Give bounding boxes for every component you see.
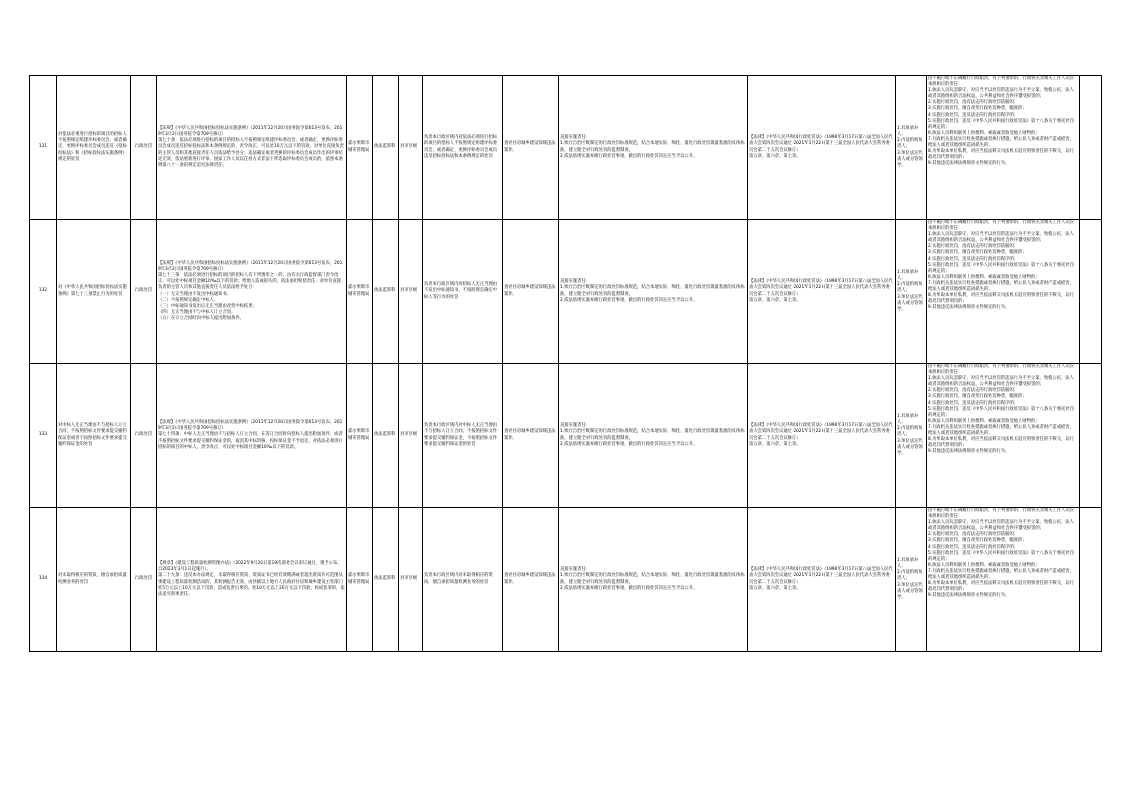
responsible-persons: 1.具体承办人； 2.内设机构负责人； 3.单位法定代表人或分管领导。: [896, 508, 927, 652]
duty-items: 直接实施责任： 1.执行自治区级制定的行政处罚标准规范，结合本地实际，细化、量化行政处罚裁量基准的具体标准，建立健全对行政处罚的监督制度。 2.依法依规实施本级行政处罚事项，做出的行政处罚决定应当予以公开。: [559, 508, 748, 652]
item-type: 行政处罚: [131, 508, 157, 652]
table-row: [30, 508, 1102, 652]
duty-items: 直接实施责任： 1.执行自治区级制定的行政处罚标准规范，结合本地实际，细化、量化行政处罚裁量基准的具体标准，建立健全对行政处罚的监督制度。 2.依法依规实施本级行政处罚事项，做出的行政处罚决定应当予以公开。: [559, 364, 748, 508]
duty-law: 【法律】《中华人民共和国行政处罚法》（1996年3月17日第八届全国人民代表大会第四次会议通过 2021年1月22日第十三届全国人民代表大会常务委员会第二十五次会议修订） 第五章、第六章、第七章。: [748, 508, 896, 652]
remarks: [1080, 220, 1102, 364]
accountability: 因不履行或不正确履行行政职责，有下列情形的，行政机关及相关工作人员应承担相应的责任： 1.执法人员玩忽职守，对应当予以处罚的违法行为不予立案，致使公民、法人或者其他组织的合法权益、公共利益和社会秩序遭受损害的； 2.实施行政处罚，没有法定的行政处罚依据的； 3.实施行政处罚，擅自改变行政处罚种类、幅度的； 4.实施行政处罚，违反法定的行政处罚程序的； 5.实施行政处罚，违反《中华人民共和国行政处罚法》第十八条关于委托处罚的规定的； 6.执法人员利用职务上的便利，索取或者收受他人财物的； 7.行政机关违法实行检查措施或者执行措施，给公民人身或者财产造成损害、给法人或者其他组织造成损失的； 8.为牟取本单位私利，对应当依法移交司法机关追究刑事责任的不移交，以行政处罚代替刑罚的； 9.其他违反法律法规规章文件规定的行为。: [927, 220, 1080, 364]
exercise-level: 县市区级: [399, 364, 423, 508]
legal-basis: 【法规】《中华人民共和国招标投标法实施条例》（2011年12月20日国务院令第613号发布，2019年3月2日国务院令第709号修订） 第七十三条：依法必须进行招标的项目的招标人有下列情形之一的，由有关行政监督部门责令改正，可以处中标项目金额10‰以下的罚款；给他人造成损失的，依法承担赔偿责任；对单位直接负责的主管人员和其他直接责任人员依法给予处分： （一）无正当理由不发出中标通知书； （二）不按照规定确定中标人； （三）中标通知书发出后无正当理由改变中标结果； （四）无正当理由不与中标人订立合同； （五）在订立合同时向中标人提出附加条件。: [157, 220, 347, 364]
handling-unit: 执法监察科: [373, 76, 399, 220]
division: 查处住房城乡建设领域违法案件。: [503, 220, 559, 364]
division: 查处住房城乡建设领域违法案件。: [503, 76, 559, 220]
exercise-level: 县市区级: [399, 220, 423, 364]
handling-unit: 执法监察科: [373, 364, 399, 508]
department: 霍尔果斯市城市管理局: [347, 220, 373, 364]
item-type: 行政处罚: [131, 220, 157, 364]
responsible-persons: 1.具体承办人； 2.内设机构负责人； 3.单位法定代表人或分管领导。: [896, 76, 927, 220]
item-name: 对《中华人民共和国招标投标法实施条例》第七十三条禁止行为的处罚: [57, 220, 131, 364]
legal-basis: 【法规】《中华人民共和国招标投标法实施条例》（2011年12月20日国务院令第613号发布，2019年3月2日国务院令第709号修订） 第七十条：依法必须进行招标的项目的招标人不按照规定组建评标委员会，或者确定、更换评标委员会成员违反招标投标法和本条例规定的，责令改正，可以处10万元以下的罚款，对单位直接负责的主管人员和其他直接责任人员依法给予处分；违法确定或者更换的评标委员会成员作出的评审结论无效，依法重新进行评审。国家工作人员以任何方式非法干涉选取评标委员会成员的，依照本条例第八十一条的规定追究法律责任。: [157, 76, 347, 220]
handling-unit: 执法监察科: [373, 220, 399, 364]
responsible-persons: 1.具体承办人； 2.内设机构负责人； 3.单位法定代表人或分管领导。: [896, 364, 927, 508]
table-row: [30, 76, 1102, 220]
department: 霍尔果斯市城市管理局: [347, 508, 373, 652]
responsible-persons: 1.具体承办人； 2.内设机构负责人； 3.单位法定代表人或分管领导。: [896, 220, 927, 364]
legal-basis: 【规章】《建设工程质量检测管理办法》（2022年9月20日第19次部务会议审议通过，现予公布，自2023年3月1日起施行）。 第二十九条：违反本办法规定，未取得相应资质、资质证书已经有效期满或者超出资质许可范围从事建设工程质量检测活动的，其检测报告无效，由县级以上地方人民政府住房和城乡建设主管部门处5万元以上10万元以下罚款；造成危害后果的，处10万元以上20万元以下罚款；构成犯罪的，依法追究刑事责任。: [157, 508, 347, 652]
remarks: [1080, 508, 1102, 652]
remarks: [1080, 364, 1102, 508]
responsibility: 负责本行政区域内对中标人无正当理由不与招标人订立合同，不按照招标文件要求提交履约保证金，不按照招标文件要求提交履约保证金的处罚: [423, 364, 503, 508]
division: 查处住房城乡建设领域违法案件。: [503, 364, 559, 508]
exercise-level: 县市区级: [399, 508, 423, 652]
department: 霍尔果斯市城市管理局: [347, 364, 373, 508]
duty-law: 【法律】《中华人民共和国行政处罚法》（1996年3月17日第八届全国人民代表大会第四次会议通过 2021年1月22日第十三届全国人民代表大会常务委员会第二十五次会议修订） 第五章、第六章、第七章。: [748, 76, 896, 220]
accountability: 因不履行或不正确履行行政职责，有下列情形的，行政机关及相关工作人员应承担相应的责任： 1.执法人员玩忽职守，对应当予以处罚的违法行为不予立案，致使公民、法人或者其他组织的合法权益、公共利益和社会秩序遭受损害的； 2.实施行政处罚，没有法定的行政处罚依据的； 3.实施行政处罚，擅自改变行政处罚种类、幅度的； 4.实施行政处罚，违反法定的行政处罚程序的； 5.实施行政处罚，违反《中华人民共和国行政处罚法》第十八条关于委托处罚的规定的； 6.执法人员利用职务上的便利，索取或者收受他人财物的； 7.行政机关违法实行检查措施或者执行措施，给公民人身或者财产造成损害、给法人或者其他组织造成损失的； 8.为牟取本单位私利，对应当依法移交司法机关追究刑事责任的不移交，以行政处罚代替刑罚的； 9.其他违反法律法规规章文件规定的行为。: [927, 76, 1080, 220]
row-number: 131: [30, 76, 57, 220]
responsibility: 负责本行政区域内对招标人无正当理由不发出中标通知书、不按照规定确定中标人等行为的处罚: [423, 220, 503, 364]
legal-basis: 【法规】《中华人民共和国招标投标法实施条例》（2011年12月20日国务院令第613号发布，2019年3月2日国务院令第709号修订） 第七十四条：中标人无正当理由不与招标人订立合同，在签订合同时向招标人提出附加条件，或者不按照招标文件要求提交履约保证金的，取消其中标资格，投标保证金不予退还。对依法必须进行招标的项目的中标人，责令改正，可以处中标项目金额10‰以下的罚款。: [157, 364, 347, 508]
item-name: 对未取得相应的资质，擅自承担质量检测业务的处罚: [57, 508, 131, 652]
remarks: [1080, 76, 1102, 220]
item-name: 对依法必须进行招标的项目的招标人不按照规定组建评标委员会，或者确定、更换评标委员会成员违反《招标投标法》和《招标投标法实施条例》规定的处罚: [57, 76, 131, 220]
duty-law: 【法律】《中华人民共和国行政处罚法》（1996年3月17日第八届全国人民代表大会第四次会议通过 2021年1月22日第十三届全国人民代表大会常务委员会第二十五次会议修订） 第五章、第六章、第七章。: [748, 364, 896, 508]
row-number: 134: [30, 508, 57, 652]
accountability: 因不履行或不正确履行行政职责，有下列情形的，行政机关及相关工作人员应承担相应的责任： 1.执法人员玩忽职守，对应当予以处罚的违法行为不予立案，致使公民、法人或者其他组织的合法权益、公共利益和社会秩序遭受损害的； 2.实施行政处罚，没有法定的行政处罚依据的； 3.实施行政处罚，擅自改变行政处罚种类、幅度的； 4.实施行政处罚，违反法定的行政处罚程序的； 5.实施行政处罚，违反《中华人民共和国行政处罚法》第十八条关于委托处罚的规定的； 6.执法人员利用职务上的便利，索取或者收受他人财物的； 7.行政机关违法实行检查措施或者执行措施，给公民人身或者财产造成损害、给法人或者其他组织造成损失的； 8.为牟取本单位私利，对应当依法移交司法机关追究刑事责任的不移交，以行政处罚代替刑罚的； 9.其他违反法律法规规章文件规定的行为。: [927, 364, 1080, 508]
responsibility: 负责本行政区域内对依法必须进行招标的项目的招标人不按照规定组建评标委员会，或者确定、更换评标委员会成员违反招标投标法和本条例规定的处罚: [423, 76, 503, 220]
responsibility: 负责本行政区域内对未取得相应的资质，擅自承担质量检测业务的处罚: [423, 508, 503, 652]
item-name: 对中标人无正当理由不与招标人订立合同，不按照招标文件要求提交履约保证金或者不按照招标文件要求提交履约保证金的处罚: [57, 364, 131, 508]
table-row: [30, 364, 1102, 508]
department: 霍尔果斯市城市管理局: [347, 76, 373, 220]
duty-items: 直接实施责任： 1.执行自治区级制定的行政处罚标准规范，结合本地实际，细化、量化行政处罚裁量基准的具体标准，建立健全对行政处罚的监督制度。 2.依法依规实施本级行政处罚事项，做出的行政处罚决定应当予以公开。: [559, 76, 748, 220]
table-row: [30, 220, 1102, 364]
duty-law: 【法律】《中华人民共和国行政处罚法》（1996年3月17日第八届全国人民代表大会第四次会议通过 2021年1月22日第十三届全国人民代表大会常务委员会第二十五次会议修订） 第五章、第六章、第七章。: [748, 220, 896, 364]
item-type: 行政处罚: [131, 76, 157, 220]
row-number: 132: [30, 220, 57, 364]
division: 查处住房城乡建设领域违法案件。: [503, 508, 559, 652]
handling-unit: 执法监察科: [373, 508, 399, 652]
power-list-table: [29, 75, 1102, 652]
item-type: 行政处罚: [131, 364, 157, 508]
accountability: 因不履行或不正确履行行政职责，有下列情形的，行政机关及相关工作人员应承担相应的责任： 1.执法人员玩忽职守，对应当予以处罚的违法行为不予立案，致使公民、法人或者其他组织的合法权益、公共利益和社会秩序遭受损害的； 2.实施行政处罚，没有法定的行政处罚依据的； 3.实施行政处罚，擅自改变行政处罚种类、幅度的； 4.实施行政处罚，违反法定的行政处罚程序的； 5.实施行政处罚，违反《中华人民共和国行政处罚法》第十八条关于委托处罚的规定的； 6.执法人员利用职务上的便利，索取或者收受他人财物的； 7.行政机关违法实行检查措施或者执行措施，给公民人身或者财产造成损害、给法人或者其他组织造成损失的； 8.为牟取本单位私利，对应当依法移交司法机关追究刑事责任的不移交，以行政处罚代替刑罚的； 9.其他违反法律法规规章文件规定的行为。: [927, 508, 1080, 652]
duty-items: 直接实施责任： 1.执行自治区级制定的行政处罚标准规范，结合本地实际，细化、量化行政处罚裁量基准的具体标准，建立健全对行政处罚的监督制度。 2.依法依规实施本级行政处罚事项，做出的行政处罚决定应当予以公开。: [559, 220, 748, 364]
row-number: 133: [30, 364, 57, 508]
exercise-level: 县市区级: [399, 76, 423, 220]
